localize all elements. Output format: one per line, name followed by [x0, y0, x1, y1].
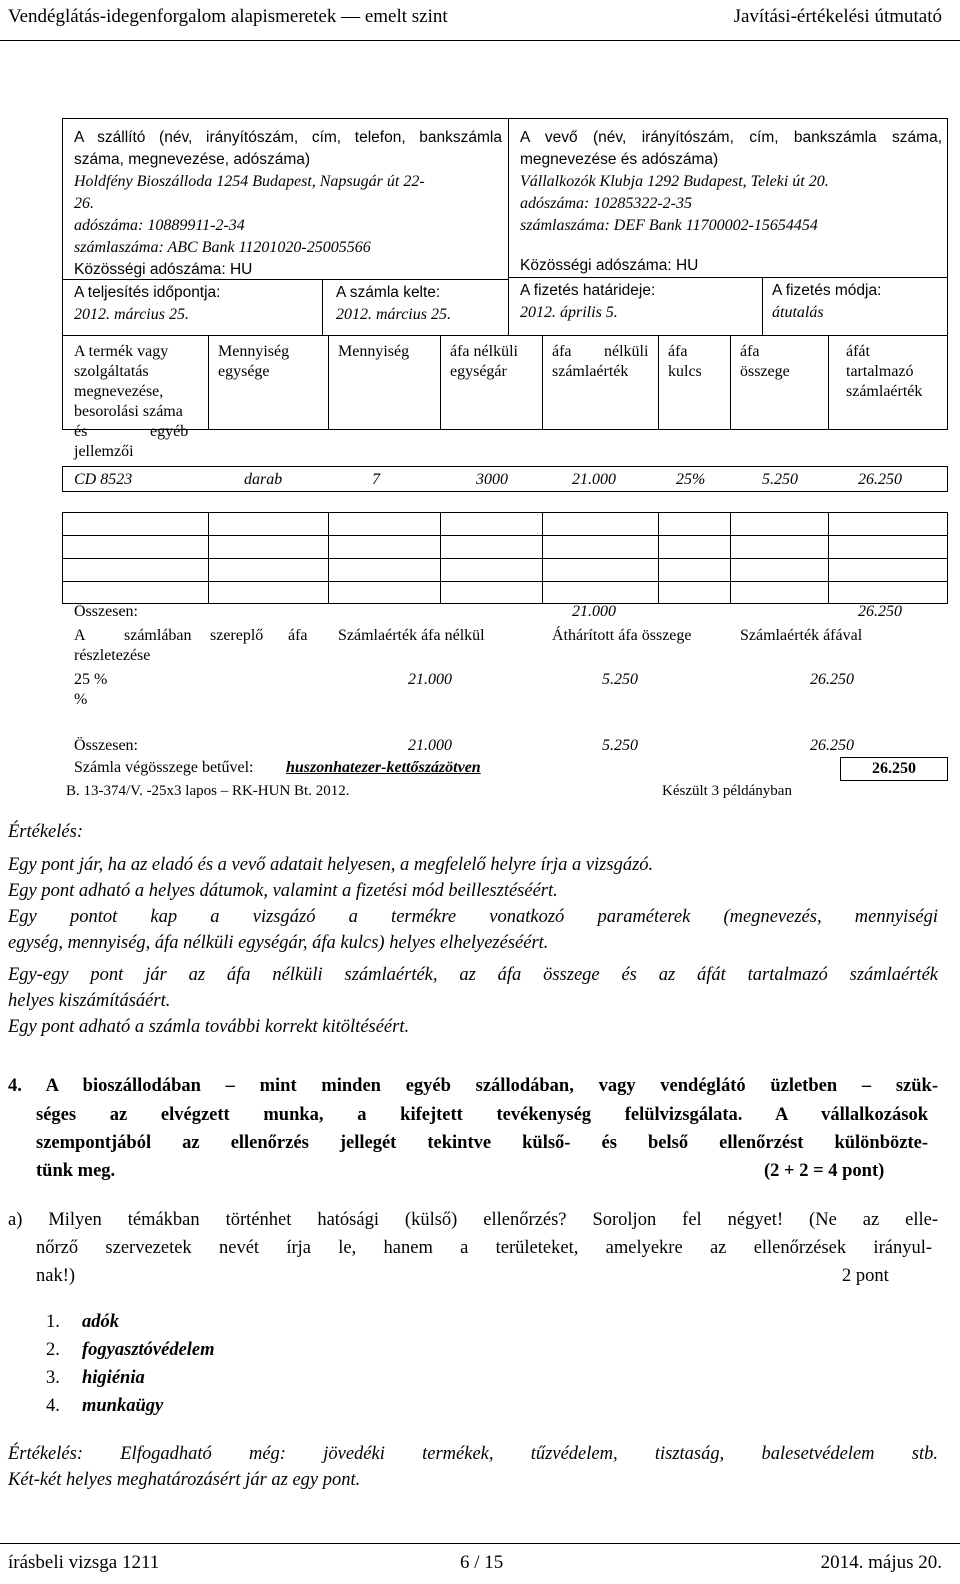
payment-method-value: átutalás [772, 304, 824, 321]
task4-line: 4. A bioszállodában – mint minden egyéb szállodában, vagy vendéglátó üzletben – szük- [8, 1076, 938, 1096]
col1-line: besorolási száma [74, 403, 183, 420]
answer-number: 4. [46, 1396, 60, 1416]
task4-line: szempontjából az ellenőrzés jellegét tekintve külső- és belső ellenőrzést különbözte- [36, 1133, 928, 1153]
seller-name-line1: Holdfény Bioszálloda 1254 Budapest, Napsugár út 22- [74, 173, 425, 190]
total-net: 21.000 [572, 603, 616, 620]
item-gross: 26.250 [858, 471, 902, 488]
column-header-unit-price: áfa nélküli [450, 343, 518, 360]
breakdown-header-gross: Számlaérték áfával [740, 627, 863, 644]
breakdown-total-label: Összesen: [74, 737, 138, 754]
evaluation-line: Egy pont adható a számla további korrekt kitöltéséért. [8, 1017, 410, 1037]
breakdown-label: szereplő [210, 627, 264, 644]
total-gross: 26.250 [858, 603, 902, 620]
seller-community-tax: Közösségi adószáma: HU [74, 261, 253, 278]
task4-points: (2 + 2 = 4 pont) [764, 1161, 885, 1181]
header-guide-title: Javítási-értékelési útmutató [733, 6, 942, 27]
col1-line: és [74, 423, 88, 440]
payment-method-label: A fizetés módja: [772, 282, 882, 299]
buyer-name: Vállalkozók Klubja 1292 Budapest, Teleki út 20. [520, 173, 829, 190]
col1-line: jellemzői [74, 443, 134, 460]
answer-text: munkaügy [82, 1396, 164, 1416]
evaluation-line: Egy pontot kap a vizsgázó a termékre vonatkozó paraméterek (megnevezés, mennyiségi [8, 907, 938, 927]
breakdown-rate-line2: % [74, 691, 88, 708]
breakdown-gross: 26.250 [810, 671, 854, 688]
performance-date-value: 2012. március 25. [74, 306, 189, 323]
breakdown-net: 21.000 [408, 671, 452, 688]
buyer-account: számlaszáma: DEF Bank 11700002-15654454 [520, 217, 818, 234]
answer-text: adók [82, 1312, 119, 1332]
total-amount: 26.250 [872, 760, 916, 777]
item-unit: darab [244, 471, 283, 488]
breakdown-label-line2: részletezése [74, 647, 151, 664]
col1-line: A termék vagy [74, 343, 169, 360]
evaluation-line: helyes kiszámításáért. [8, 991, 171, 1011]
column-header-unit-line2: egysége [218, 363, 270, 380]
col1-line: szolgáltatás [74, 363, 149, 380]
answer-text: fogyasztóvédelem [82, 1340, 215, 1360]
evaluation-line: Egy pont adható a helyes dátumok, valamint a fizetési mód beillesztéséért. [8, 881, 558, 901]
breakdown-label: A [74, 627, 86, 644]
evaluation-line: Egy-egy pont jár az áfa nélküli számlaérték, az áfa összege és az áfát tartalmazó számlaérték [8, 965, 938, 985]
seller-tax-number: adószáma: 10889911-2-34 [74, 217, 245, 234]
column-header-quantity: Mennyiség [338, 343, 410, 360]
header-subject: Vendéglátás-idegenforgalom alapismeretek — emelt szint [8, 6, 448, 27]
performance-date-label: A teljesítés időpontja: [74, 284, 221, 301]
breakdown-total-net: 21.000 [408, 737, 452, 754]
column-header-rate: áfa [668, 343, 688, 360]
evaluation2-line1: Értékelés: Elfogadható még: jövedéki termékek, tűzvédelem, tisztaság, balesetvédelem stb. [8, 1444, 938, 1464]
seller-label-line2: száma, megnevezése, adószáma) [74, 151, 311, 168]
column-header-unit: Mennyiség [218, 343, 290, 360]
page-footer [0, 1543, 960, 1584]
question-a-line2: nőrző szervezetek nevét írja le, hanem a területeket, amelyekre az ellenőrzések irányul- [36, 1238, 932, 1258]
question-a-points: 2 pont [842, 1266, 889, 1286]
evaluation-line: egység, mennyiség, áfa nélküli egységár, áfa kulcs) helyes elhelyezéséért. [8, 933, 549, 953]
total-in-words-label: Számla végösszege betűvel: [74, 759, 254, 776]
buyer-tax-number: adószáma: 10285322-2-35 [520, 195, 692, 212]
breakdown-total-gross: 26.250 [810, 737, 854, 754]
seller-name-line2: 26. [74, 195, 94, 212]
breakdown-label: számlában [124, 627, 192, 644]
breakdown-vat: 5.250 [602, 671, 638, 688]
column-header-gross: áfát [846, 343, 870, 360]
breakdown-header-vat: Áthárított áfa összege [552, 627, 692, 644]
breakdown-label: áfa [288, 627, 308, 644]
column-header-gross-line3: számlaérték [846, 383, 923, 400]
total-in-words-value: huszonhatezer-kettőszázötven [286, 759, 481, 776]
column-header-gross-line2: tartalmazó [846, 363, 914, 380]
column-header-rate-line2: kulcs [668, 363, 702, 380]
answer-text: higiénia [82, 1368, 145, 1388]
evaluation-title: Értékelés: [8, 822, 83, 842]
task4-line-last: tünk meg. [36, 1161, 116, 1181]
due-date-label: A fizetés határideje: [520, 282, 656, 299]
column-header-vat: áfa [740, 343, 760, 360]
issue-date-value: 2012. március 25. [336, 306, 451, 323]
column-header-vat-line2: összege [740, 363, 790, 380]
breakdown-total-vat: 5.250 [602, 737, 638, 754]
item-rate: 25% [676, 471, 706, 488]
evaluation-line: Egy pont jár, ha az eladó és a vevő adatait helyesen, a megfelelő helyre írja a vizsgázó. [8, 855, 654, 875]
seller-account: számlaszáma: ABC Bank 11201020-25005566 [74, 239, 371, 256]
printer-note: B. 13-374/V. -25x3 lapos – RK-HUN Bt. 2012. [66, 783, 350, 799]
buyer-label-line2: megnevezése és adószáma) [520, 151, 719, 168]
item-vat: 5.250 [762, 471, 798, 488]
answer-number: 2. [46, 1340, 60, 1360]
evaluation2-line2: Két-két helyes meghatározásért jár az egy pont. [8, 1470, 361, 1490]
breakdown-header-net: Számlaérték áfa nélkül [338, 627, 485, 644]
item-net: 21.000 [572, 471, 616, 488]
total-label: Összesen: [74, 603, 138, 620]
task4-line: séges az elvégzett munka, a kifejtett tevékenység felülvizsgálata. A vállalkozások [36, 1105, 928, 1125]
buyer-label-line1: A vevő (név, irányítószám, cím, bankszámla száma, [520, 129, 942, 146]
due-date-value: 2012. április 5. [520, 304, 618, 321]
item-unit-price: 3000 [476, 471, 508, 488]
footer-page-number: 6 / 15 [460, 1552, 504, 1573]
column-header-net-line1b: nélküli [604, 343, 649, 360]
copies-note: Készült 3 példányban [662, 783, 792, 799]
page-header [0, 0, 960, 41]
issue-date-label: A számla kelte: [336, 284, 441, 301]
item-quantity: 7 [372, 471, 380, 488]
seller-label-line1: A szállító (név, irányítószám, cím, telefon, bankszámla [74, 129, 502, 146]
column-header-net-line2: számlaérték [552, 363, 629, 380]
answer-number: 3. [46, 1368, 60, 1388]
footer-date: 2014. május 20. [820, 1552, 942, 1573]
footer-exam-id: írásbeli vizsga 1211 [8, 1552, 160, 1573]
column-header-net: áfa [552, 343, 572, 360]
buyer-community-tax: Közösségi adószáma: HU [520, 257, 699, 274]
item-name: CD 8523 [74, 471, 133, 488]
column-header-unit-price-line2: egységár [450, 363, 507, 380]
breakdown-rate: 25 % [74, 671, 108, 688]
col1-line: megnevezése, [74, 383, 164, 400]
question-a-line3: nak!) [36, 1266, 76, 1286]
answer-number: 1. [46, 1312, 60, 1332]
col1-line: egyéb [150, 423, 189, 440]
question-a-line1: a) Milyen témákban történhet hatósági (külső) ellenőrzés? Soroljon fel négyet! (Ne az elle- [8, 1210, 938, 1230]
